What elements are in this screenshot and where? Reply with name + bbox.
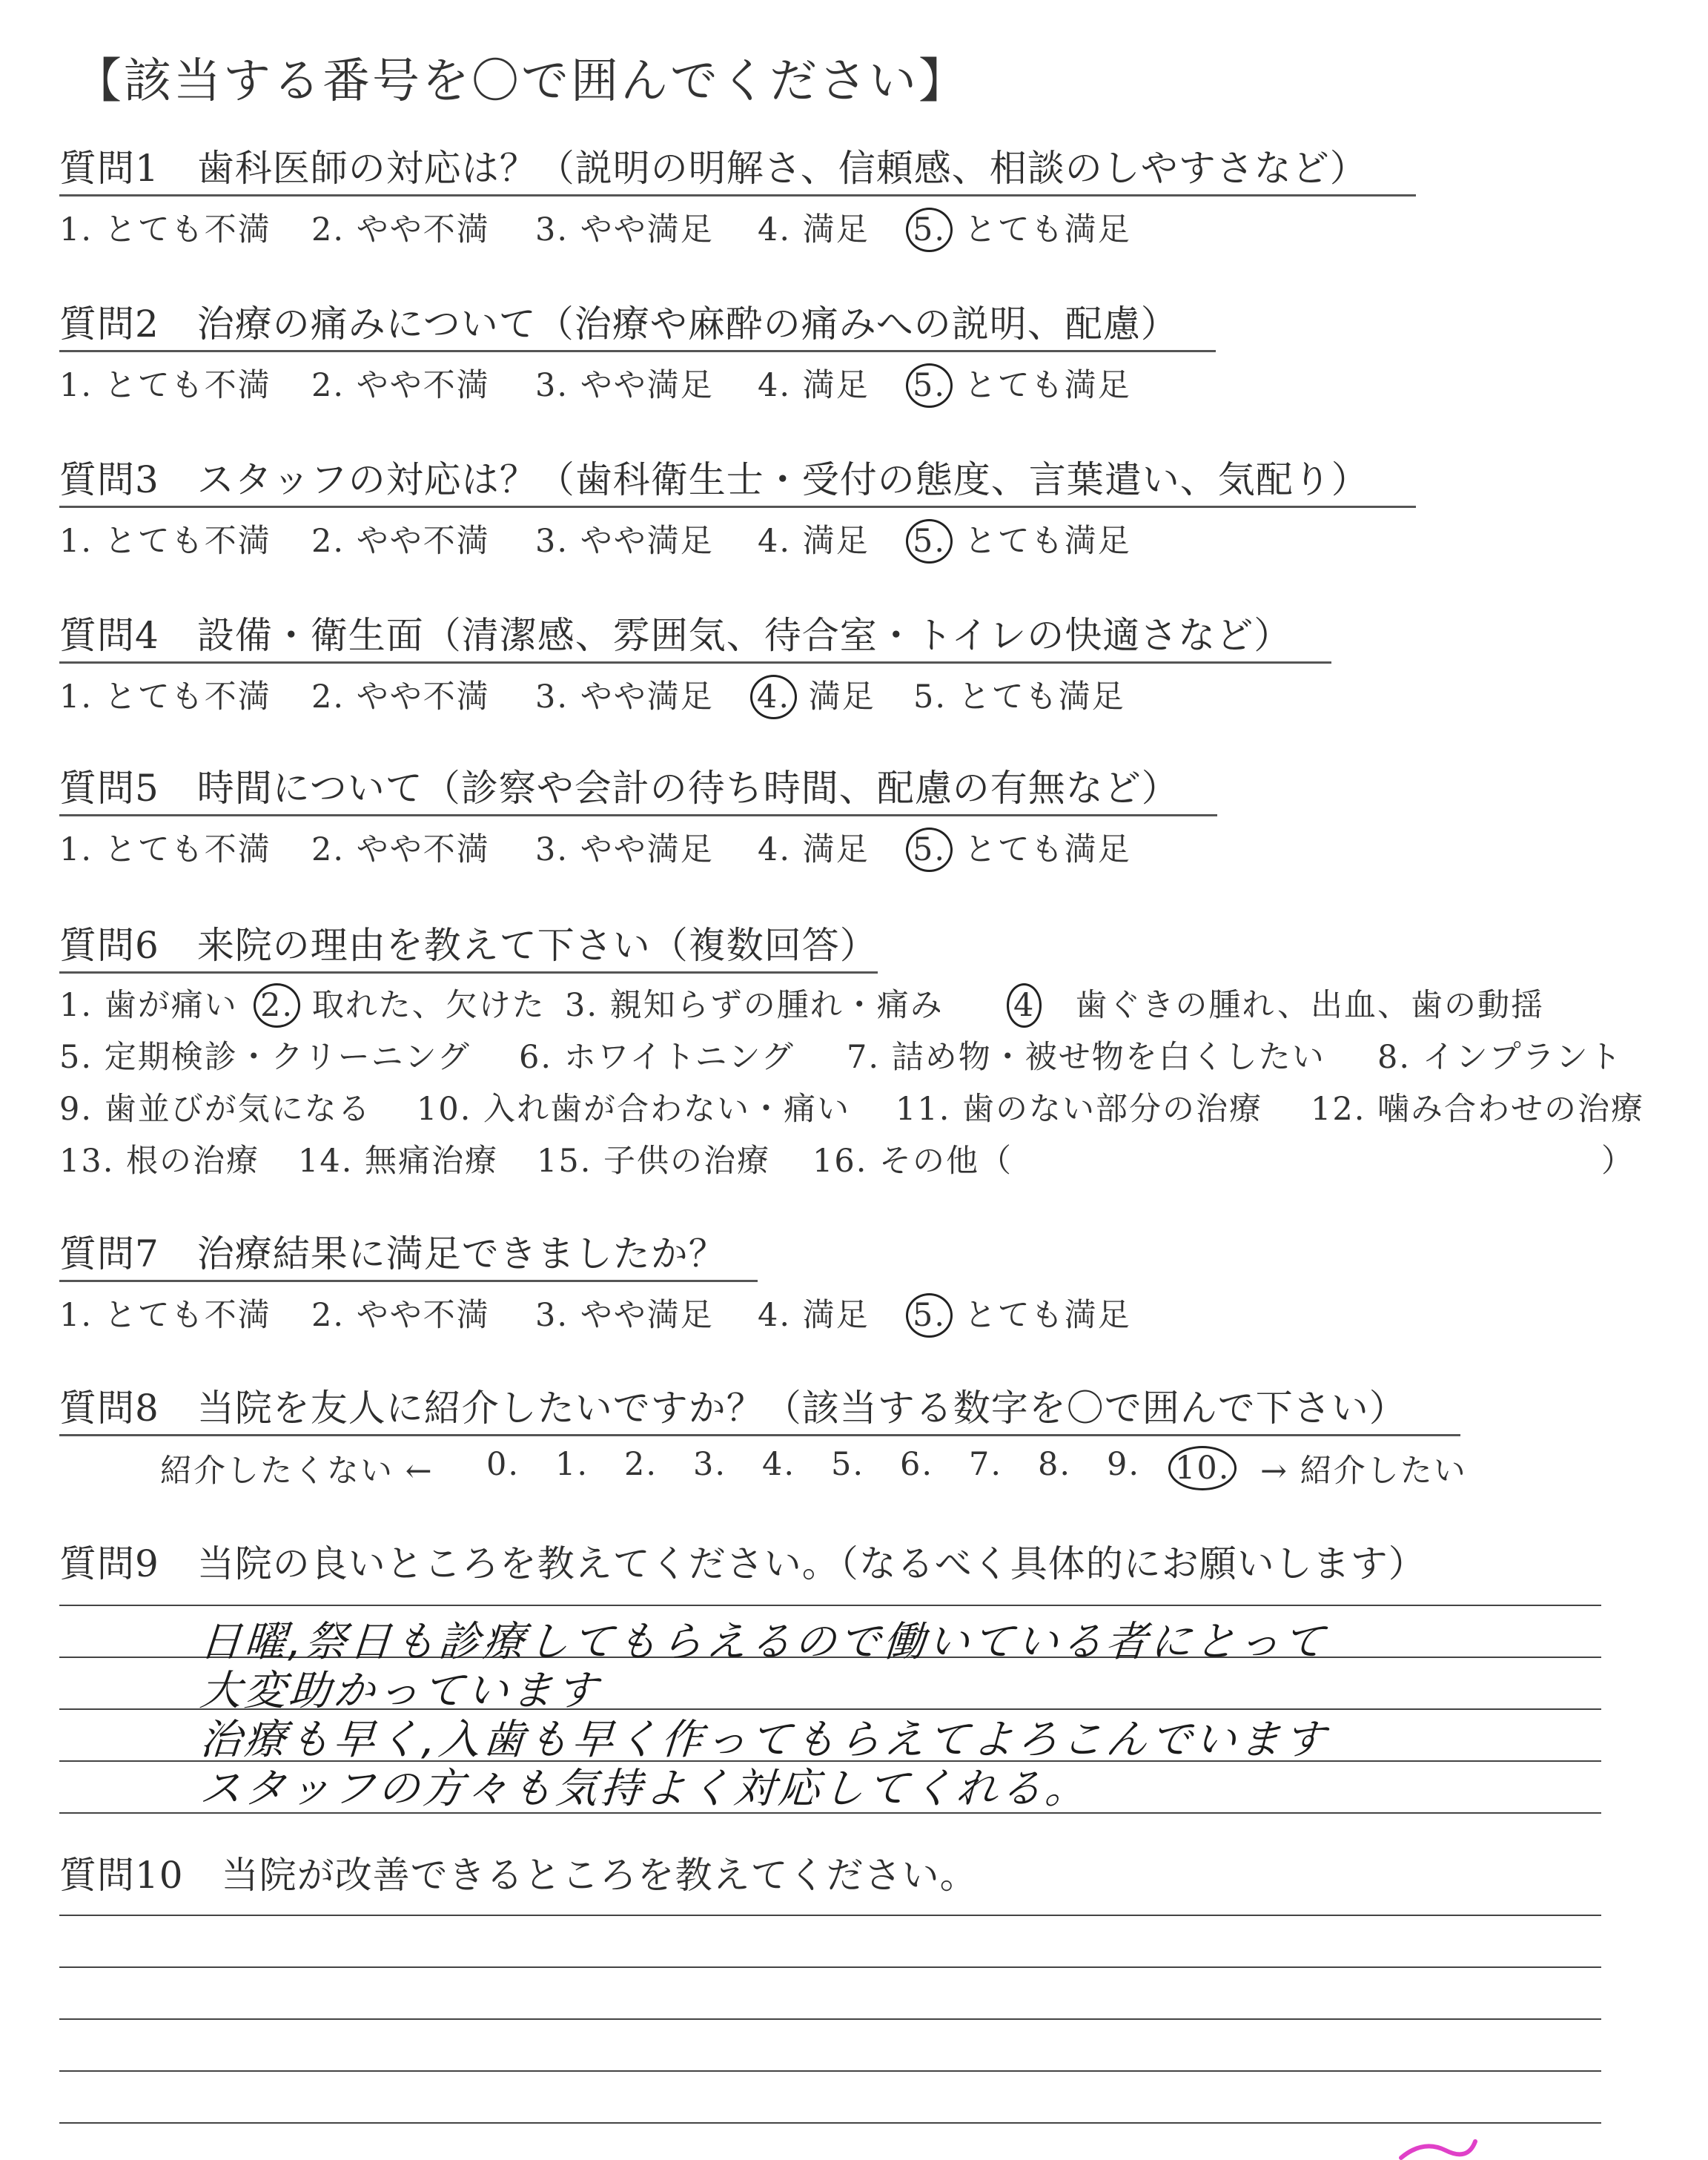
question-10-label: 質問10: [59, 1854, 184, 1897]
question-8-title: [59, 1385, 1460, 1436]
q1-option-4[interactable]: 4. 満足: [758, 211, 870, 248]
q8-number-9[interactable]: 9.: [1107, 1446, 1141, 1483]
q7-option-5[interactable]: [913, 1290, 1131, 1338]
question-7-label: 質問7: [59, 1232, 159, 1275]
answer-line: [59, 2018, 1601, 2020]
circle-mark: 5.: [906, 208, 953, 252]
q6-option-5[interactable]: 5. 定期検診・クリーニング: [59, 1039, 471, 1076]
q8-number-2[interactable]: 2.: [624, 1446, 658, 1483]
circle-mark: 5.: [906, 363, 953, 408]
q1-option-1[interactable]: 1. とても不満: [59, 211, 271, 248]
circle-mark: 4.: [750, 675, 797, 719]
q8-number-5[interactable]: 5.: [831, 1446, 865, 1483]
q6-option-13[interactable]: 13. 根の治療: [59, 1143, 260, 1180]
q8-left-label: 紹介したくない ←: [160, 1453, 434, 1490]
q3-option-1[interactable]: 1. とても不満: [59, 523, 271, 560]
q2-option-1[interactable]: 1. とても不満: [59, 367, 271, 404]
question-6-title: [59, 922, 878, 974]
q4-option-5[interactable]: 5. とても満足: [913, 678, 1125, 716]
q3-option-4[interactable]: 4. 満足: [758, 523, 870, 560]
q6-option-2-text: 取れた、欠けた: [300, 987, 546, 1024]
question-9-text: 当院の良いところを教えてください。（なるべく具体的にお願いします）: [196, 1542, 1426, 1585]
q8-number-4[interactable]: 4.: [762, 1446, 796, 1483]
q8-right-label: → 紹介したい: [1260, 1453, 1467, 1490]
q2-option-2[interactable]: 2. やや不満: [311, 367, 490, 404]
q3-option-5[interactable]: [913, 516, 1131, 564]
q2-option-5[interactable]: [913, 360, 1131, 408]
q6-option-6[interactable]: 6. ホワイトニング: [519, 1039, 795, 1076]
question-5-title: [59, 765, 1217, 816]
q6-option-8[interactable]: 8. インプラント: [1377, 1039, 1623, 1076]
question-4-text: 設備・衛生面（清潔感、雰囲気、待合室・トイレの快適さなど）: [159, 614, 1292, 657]
question-7-title: [59, 1231, 758, 1282]
q7-option-1[interactable]: 1. とても不満: [59, 1297, 271, 1334]
q5-option-5-text: とても満足: [953, 831, 1131, 868]
q4-option-4-text: 満足: [797, 678, 875, 716]
q8-number-1[interactable]: 1.: [555, 1446, 589, 1483]
q2-option-4[interactable]: 4. 満足: [758, 367, 870, 404]
q6-option-2[interactable]: [261, 980, 546, 1028]
q4-option-1[interactable]: 1. とても不満: [59, 678, 271, 716]
circle-mark: 5.: [906, 1293, 953, 1338]
q7-option-3[interactable]: 3. やや満足: [535, 1297, 714, 1334]
q8-number-0[interactable]: 0.: [486, 1446, 520, 1483]
q6-option-7[interactable]: 7. 詰め物・被せ物を白くしたい: [847, 1039, 1325, 1076]
circle-mark: 5.: [906, 828, 953, 872]
q6-option-4[interactable]: [1014, 980, 1544, 1028]
question-6-label: 質問6: [59, 924, 159, 967]
q6-option-12[interactable]: 12. 噛み合わせの治療: [1311, 1091, 1645, 1128]
form-instruction-header: 【該当する番号を〇で囲んでください】: [74, 54, 968, 109]
q7-option-2[interactable]: 2. やや不満: [311, 1297, 490, 1334]
question-2-title: [59, 301, 1216, 352]
answer-line: [59, 1605, 1601, 1606]
question-5-text: 時間について（診察や会計の待ち時間、配慮の有無など）: [159, 767, 1179, 810]
q5-option-3[interactable]: 3. やや満足: [535, 831, 714, 868]
q1-option-3[interactable]: 3. やや満足: [535, 211, 714, 248]
answer-line: [59, 2070, 1601, 2072]
pink-pen-mark: [1394, 2136, 1483, 2160]
question-3-title: [59, 457, 1416, 508]
q6-option-4-text: 歯ぐきの腫れ、出血、歯の動揺: [1042, 987, 1544, 1024]
question-1-title: [59, 145, 1416, 196]
question-9-label: 質問9: [59, 1542, 159, 1585]
q8-number-10[interactable]: [1176, 1446, 1237, 1490]
q3-option-3[interactable]: 3. やや満足: [535, 523, 714, 560]
q1-option-5[interactable]: [913, 205, 1131, 252]
question-3-text: スタッフの対応は？（歯科衛生士・受付の態度、言葉遣い、気配り）: [159, 458, 1369, 501]
question-7-text: 治療結果に満足できましたか？: [159, 1232, 726, 1275]
circle-mark: 10.: [1168, 1446, 1237, 1490]
question-10-title: [59, 1852, 978, 1901]
q7-option-4[interactable]: 4. 満足: [758, 1297, 870, 1334]
q2-option-3[interactable]: 3. やや満足: [535, 367, 714, 404]
question-1-label: 質問1: [59, 147, 159, 190]
q8-number-8[interactable]: 8.: [1038, 1446, 1072, 1483]
q6-option-15[interactable]: 15. 子供の治療: [537, 1143, 771, 1180]
q6-option-16-close: ）: [1601, 1143, 1635, 1180]
question-6-text: 来院の理由を教えて下さい（複数回答）: [196, 924, 878, 967]
question-8-label: 質問8: [59, 1387, 159, 1430]
question-8-text: 当院を友人に紹介したいですか？（該当する数字を〇で囲んで下さい）: [196, 1387, 1407, 1430]
q6-option-1[interactable]: 1. 歯が痛い: [59, 987, 238, 1024]
q6-option-16[interactable]: 16. その他（: [812, 1143, 1013, 1180]
question-2-label: 質問2: [59, 303, 159, 346]
question-4-label: 質問4: [59, 614, 159, 657]
answer-line: [59, 2122, 1601, 2124]
question-10-text: 当院が改善できるところを教えてください。: [221, 1854, 978, 1897]
q8-number-3[interactable]: 3.: [693, 1446, 727, 1483]
answer-line: [59, 1915, 1601, 1916]
circle-mark: 5.: [906, 519, 953, 564]
q5-option-5[interactable]: [913, 825, 1131, 872]
question-1-text: 歯科医師の対応は？（説明の明解さ、信頼感、相談のしやすさなど）: [159, 147, 1368, 190]
q5-option-2[interactable]: 2. やや不満: [311, 831, 490, 868]
handwritten-answer-line-1: 日曜,祭日も診療してもらえるので働いている者にとって: [198, 1618, 1329, 1666]
q2-option-5-text: とても満足: [953, 367, 1131, 404]
handwritten-answer-line-3: 治療も早く,入歯も早く作ってもらえてよろこんでいます: [198, 1716, 1330, 1764]
question-2-text: 治療の痛みについて（治療や麻酔の痛みへの説明、配慮）: [159, 303, 1179, 346]
handwritten-answer-line-4: スタッフの方々も気持よく対応してくれる。: [198, 1765, 1091, 1813]
q1-option-2[interactable]: 2. やや不満: [311, 211, 490, 248]
q3-option-5-text: とても満足: [953, 523, 1131, 560]
q6-option-9[interactable]: 9. 歯並びが気になる: [59, 1091, 371, 1128]
q5-option-1[interactable]: 1. とても不満: [59, 831, 271, 868]
q8-number-6[interactable]: 6.: [900, 1446, 934, 1483]
question-4-title: [59, 612, 1331, 664]
question-5-label: 質問5: [59, 767, 159, 810]
q7-option-5-text: とても満足: [953, 1297, 1131, 1334]
q6-option-10[interactable]: 10. 入れ歯が合わない・痛い: [417, 1091, 851, 1128]
q6-option-14[interactable]: 14. 無痛治療: [298, 1143, 499, 1180]
q5-option-4[interactable]: 4. 満足: [758, 831, 870, 868]
circle-mark: 4: [1007, 983, 1042, 1028]
question-9-title: [59, 1541, 1426, 1590]
question-3-label: 質問3: [59, 458, 159, 501]
q6-option-11[interactable]: 11. 歯のない部分の治療: [896, 1091, 1263, 1128]
q1-option-5-text: とても満足: [953, 211, 1131, 248]
q6-option-3[interactable]: 3. 親知らずの腫れ・痛み: [565, 987, 944, 1024]
q3-option-2[interactable]: 2. やや不満: [311, 523, 490, 560]
handwritten-answer-line-2: 大変助かっています: [198, 1667, 602, 1715]
q4-option-3[interactable]: 3. やや満足: [535, 678, 714, 716]
q4-option-4[interactable]: [758, 672, 875, 719]
q8-number-7[interactable]: 7.: [969, 1446, 1003, 1483]
answer-line: [59, 1966, 1601, 1968]
circle-mark: 2.: [254, 983, 300, 1028]
q4-option-2[interactable]: 2. やや不満: [311, 678, 490, 716]
